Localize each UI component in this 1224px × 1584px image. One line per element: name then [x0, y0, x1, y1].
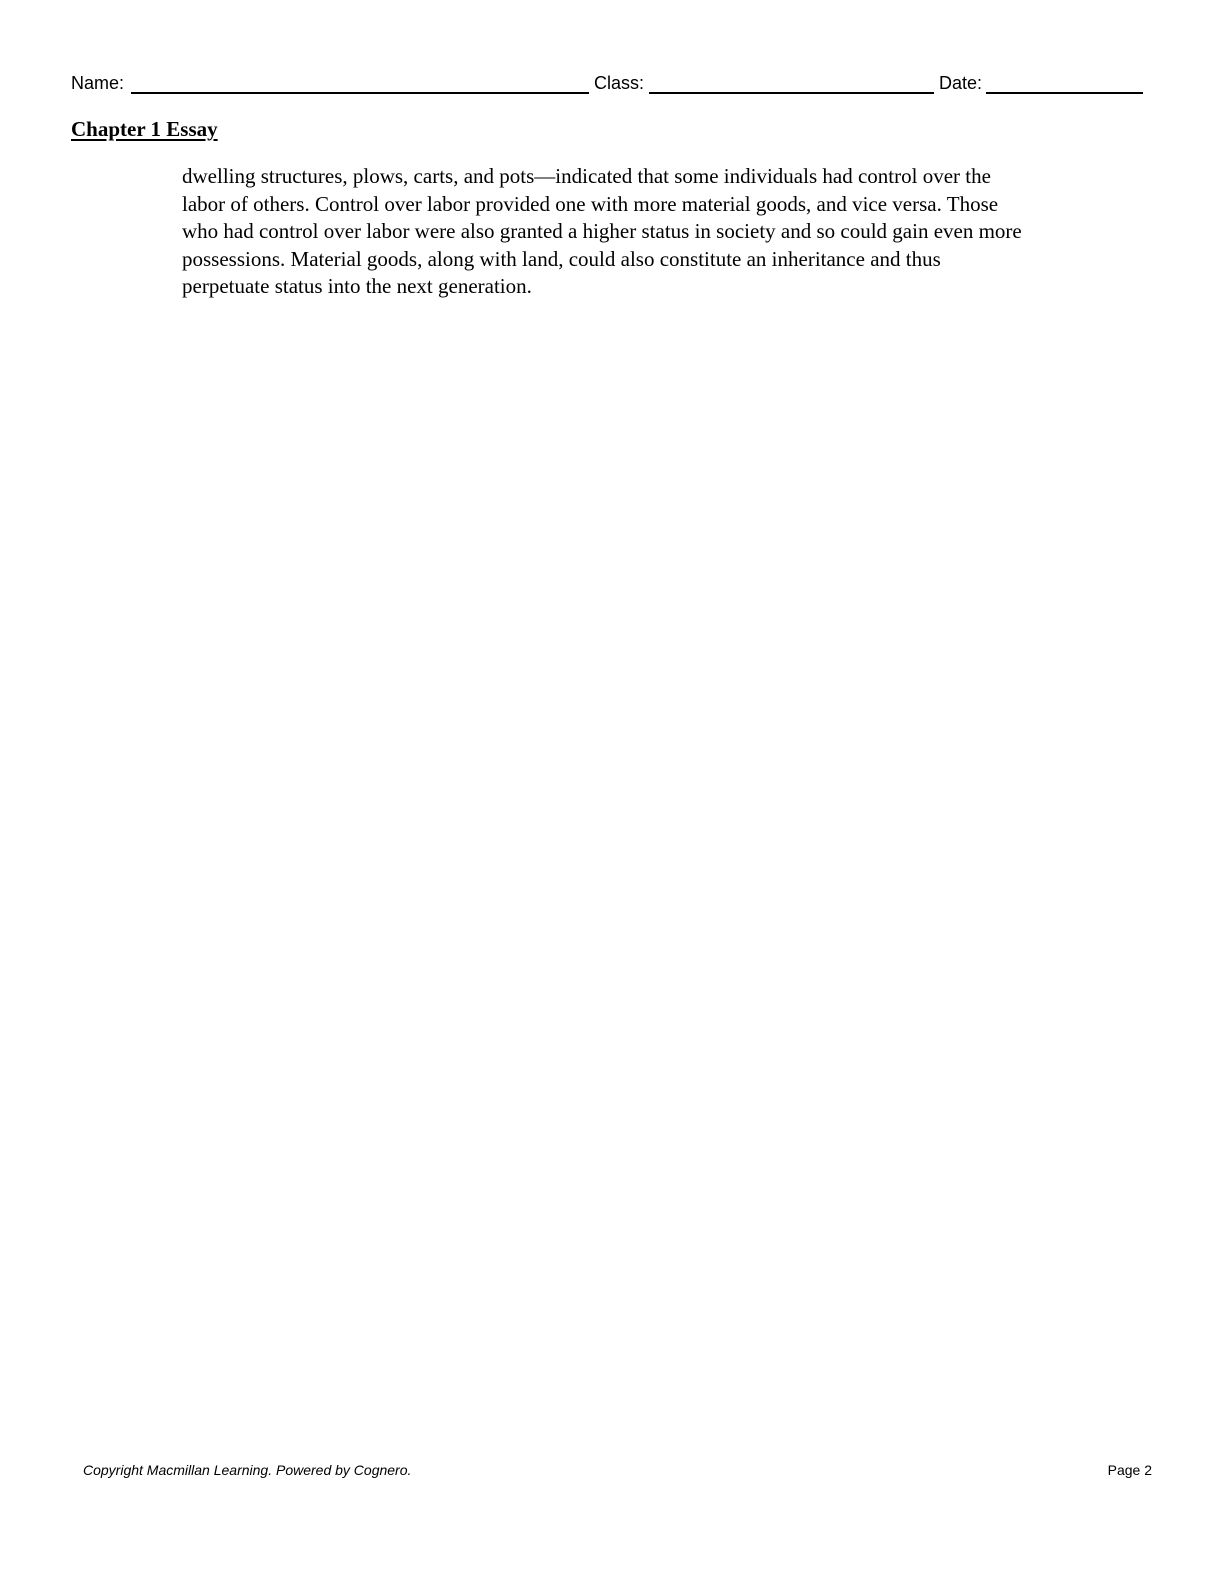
essay-line: dwelling structures, plows, carts, and pots—indicated that some individuals had control over the — [182, 164, 991, 188]
date-label: Date: — [939, 73, 983, 93]
section-title: Chapter 1 Essay — [71, 117, 218, 141]
essay-line: possessions. Material goods, along with land, could also constitute an inheritance and thus — [182, 246, 941, 271]
footer-copyright: Copyright Macmillan Learning. Powered by Cognero. — [83, 1462, 412, 1478]
essay-line: labor of others. Control over labor provided one with more material goods, and vice versa. Those — [182, 191, 999, 216]
class-blank-line — [649, 92, 934, 94]
name-blank-line — [131, 92, 589, 94]
class-label: Class: — [594, 73, 645, 93]
essay-line: perpetuate status into the next generation. — [182, 274, 532, 298]
name-label: Name: — [71, 73, 125, 93]
essay-paragraph — [182, 163, 1142, 301]
date-blank-line — [986, 92, 1143, 94]
page-number: Page 2 — [1107, 1462, 1152, 1478]
worksheet-header — [71, 72, 1143, 98]
essay-line: who had control over labor were also granted a higher status in society and so could gain even more — [182, 219, 1022, 243]
